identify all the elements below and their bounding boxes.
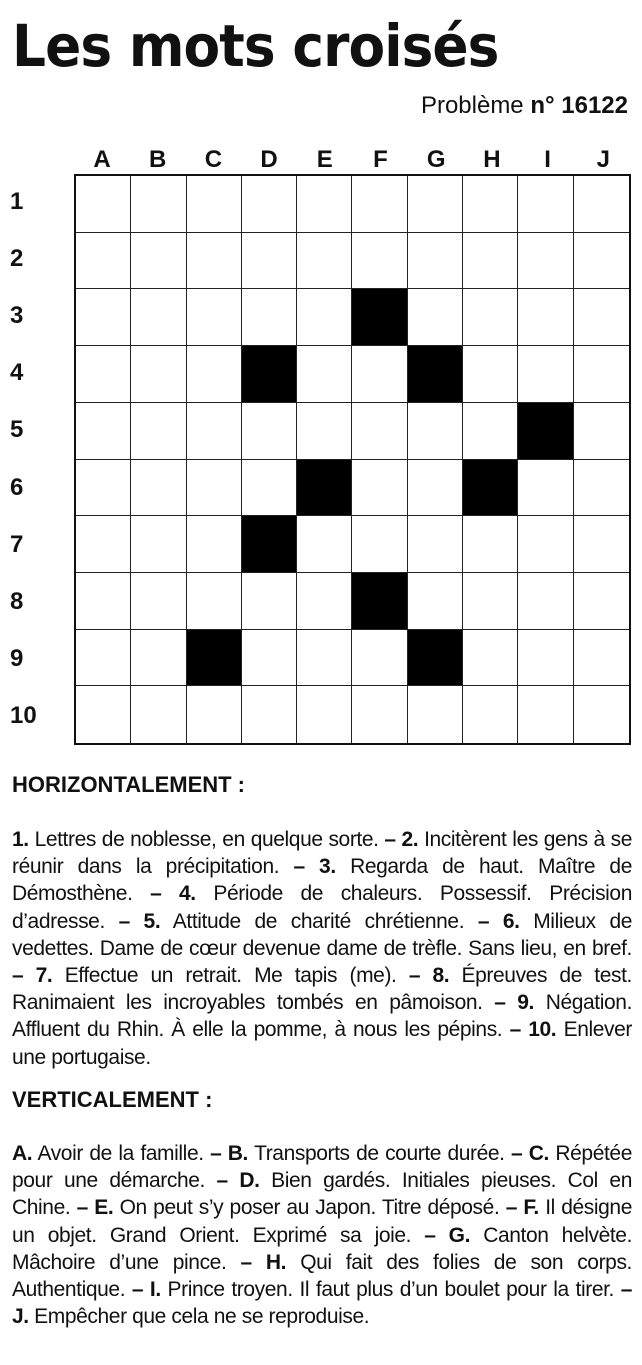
cell-j6[interactable] (574, 460, 629, 517)
cell-f6[interactable] (352, 460, 407, 517)
cell-d6[interactable] (242, 460, 297, 517)
cell-b1[interactable] (131, 176, 186, 233)
cell-f4[interactable] (352, 346, 407, 403)
cell-a6[interactable] (76, 460, 131, 517)
column-header-f: F (373, 146, 388, 173)
black-cell-f8 (352, 573, 407, 630)
cell-f2[interactable] (352, 233, 407, 290)
row-header-9: 9 (10, 644, 24, 672)
cell-c6[interactable] (187, 460, 242, 517)
cell-e7[interactable] (297, 516, 352, 573)
clue-separator: – (411, 1223, 449, 1247)
clue-text: Négation. Affluent du Rhin. À elle la pomme, à nous les pépins. (12, 991, 632, 1042)
clue-number: 6. (502, 909, 520, 933)
vertical-clues (12, 1140, 632, 1330)
row-header-2: 2 (10, 245, 24, 273)
cell-i3[interactable] (518, 289, 573, 346)
black-cell-d7 (242, 516, 297, 573)
clue-number: I. (149, 1278, 161, 1302)
cell-b8[interactable] (131, 573, 186, 630)
row-header-8: 8 (10, 587, 24, 615)
clue-number: C. (528, 1142, 549, 1165)
cell-j10[interactable] (574, 686, 629, 743)
clue-separator: – (70, 1196, 95, 1220)
cell-e5[interactable] (297, 403, 352, 460)
cell-f9[interactable] (352, 630, 407, 687)
cell-d1[interactable] (242, 176, 297, 233)
row-header-6: 6 (10, 473, 24, 501)
black-cell-i5 (518, 403, 573, 460)
cell-b7[interactable] (131, 516, 186, 573)
cell-h4[interactable] (463, 346, 518, 403)
cell-c3[interactable] (187, 289, 242, 346)
cell-f10[interactable] (352, 686, 407, 743)
clue-separator: – (396, 964, 433, 988)
cell-d3[interactable] (242, 289, 297, 346)
cell-c5[interactable] (187, 403, 242, 460)
row-header-1: 1 (10, 188, 24, 215)
clue-number: 7. (35, 964, 53, 988)
clue-number: F. (523, 1196, 539, 1220)
cell-g5[interactable] (408, 403, 463, 460)
cell-g1[interactable] (408, 176, 463, 233)
cell-e3[interactable] (297, 289, 352, 346)
clue-separator: – (499, 1196, 524, 1220)
cell-i1[interactable] (518, 176, 573, 233)
cell-h2[interactable] (463, 233, 518, 290)
cell-a9[interactable] (76, 630, 131, 687)
clue-separator: – (132, 882, 180, 906)
clue-text: Incitèrent les gens à se réunir dans la précipitation. (12, 828, 633, 879)
cell-g6[interactable] (408, 460, 463, 517)
column-header-g: G (426, 146, 446, 173)
problem-label: Problème (420, 92, 524, 119)
clue-separator: – (204, 1169, 240, 1193)
cell-c1[interactable] (187, 176, 242, 233)
cell-e8[interactable] (297, 573, 352, 630)
clue-number: B. (227, 1142, 248, 1165)
cell-j4[interactable] (574, 346, 629, 403)
cell-b3[interactable] (131, 289, 186, 346)
clue-text: Il désigne un objet. Grand Orient. Exprimé sa joie. (12, 1196, 632, 1247)
cell-h1[interactable] (463, 176, 518, 233)
cell-j2[interactable] (574, 233, 629, 290)
cell-d10[interactable] (242, 686, 297, 743)
clue-text: Qui fait des folies de son corps. Authentique. (12, 1250, 632, 1302)
page-title: Les mots croisés (12, 12, 499, 80)
cell-e9[interactable] (297, 630, 352, 687)
cell-b5[interactable] (131, 403, 186, 460)
cell-j7[interactable] (574, 516, 629, 573)
cell-a2[interactable] (76, 233, 131, 290)
column-header-b: B (149, 146, 167, 173)
cell-h3[interactable] (463, 289, 518, 346)
cell-i7[interactable] (518, 516, 573, 573)
clue-number: 9. (517, 991, 534, 1015)
row-header-5: 5 (10, 416, 24, 444)
clue-text: On peut s’y poser au Japon. Titre déposé. (119, 1196, 500, 1220)
horizontal-clues (12, 826, 632, 1071)
clue-number: A. (12, 1142, 33, 1165)
cell-d9[interactable] (242, 630, 297, 687)
cell-h7[interactable] (463, 516, 518, 573)
cell-e10[interactable] (297, 686, 352, 743)
clue-separator: – (279, 855, 320, 879)
cell-a5[interactable] (76, 403, 131, 460)
cell-f5[interactable] (352, 403, 407, 460)
column-header-h: H (483, 146, 501, 173)
column-header-e: E (316, 146, 333, 173)
cell-g10[interactable] (408, 686, 463, 743)
clue-separator: – (378, 828, 402, 851)
cell-a3[interactable] (76, 289, 131, 346)
column-header-i: I (544, 146, 551, 173)
cell-j3[interactable] (574, 289, 629, 346)
cell-d8[interactable] (242, 573, 297, 630)
clue-text: Période de chaleurs. Possessif. Précision d’adresse. (12, 882, 632, 933)
cell-b2[interactable] (131, 233, 186, 290)
cell-a8[interactable] (76, 573, 131, 630)
cell-g3[interactable] (408, 289, 463, 346)
cell-j1[interactable] (574, 176, 629, 233)
cell-h8[interactable] (463, 573, 518, 630)
cell-a7[interactable] (76, 516, 131, 573)
clue-text: Regarda de haut. Maître de Démosthène. (12, 855, 632, 906)
clue-separator: – (226, 1250, 266, 1274)
clue-separator: – (203, 1142, 228, 1165)
clue-number: 2. (401, 828, 419, 851)
cell-g2[interactable] (408, 233, 463, 290)
cell-d2[interactable] (242, 233, 297, 290)
clue-separator: – (502, 1018, 529, 1042)
crossword-grid[interactable] (74, 174, 631, 745)
cell-c4[interactable] (187, 346, 242, 403)
column-header-c: C (204, 146, 223, 173)
problem-number (421, 92, 628, 120)
cell-a1[interactable] (76, 176, 131, 233)
clue-separator: – (464, 909, 503, 933)
column-header-a: A (93, 146, 111, 173)
black-cell-d4 (242, 346, 297, 403)
cell-i2[interactable] (518, 233, 573, 290)
clue-text: Empêcher que cela ne se reproduise. (34, 1305, 370, 1329)
clue-separator: – (504, 1142, 529, 1165)
cell-i8[interactable] (518, 573, 573, 630)
clue-text: Bien gardés. Initiales pieuses. Col en Chine. (12, 1169, 632, 1220)
cell-e4[interactable] (297, 346, 352, 403)
cell-e1[interactable] (297, 176, 352, 233)
row-header-7: 7 (10, 530, 24, 558)
cell-c10[interactable] (187, 686, 242, 743)
clue-number: G. (448, 1223, 471, 1247)
clue-separator: – (482, 991, 518, 1015)
cell-g7[interactable] (408, 516, 463, 573)
cell-h9[interactable] (463, 630, 518, 687)
clue-text: Enlever une portugaise. (12, 1018, 632, 1069)
cell-i9[interactable] (518, 630, 573, 687)
clue-text: Répétée pour une démarche. (12, 1142, 632, 1193)
black-cell-g4 (408, 346, 463, 403)
clue-text: Milieux de vedettes. Dame de cœur devenue dame de trèfle. Sans lieu, en bref. (12, 909, 633, 960)
black-cell-c9 (187, 630, 242, 687)
cell-i4[interactable] (518, 346, 573, 403)
clue-text: Effectue un retrait. Me tapis (me). (64, 964, 397, 988)
cell-a10[interactable] (76, 686, 131, 743)
cell-h10[interactable] (463, 686, 518, 743)
clue-number: 1. (12, 828, 29, 851)
clue-number: D. (239, 1169, 260, 1193)
horizontal-heading: HORIZONTALEMENT : (12, 772, 246, 797)
clue-number: 8. (432, 964, 450, 988)
cell-j9[interactable] (574, 630, 629, 687)
row-header-3: 3 (10, 302, 24, 330)
cell-b6[interactable] (131, 460, 186, 517)
cell-j5[interactable] (574, 403, 629, 460)
problem-number-value: n° 16122 (530, 92, 628, 119)
cell-f1[interactable] (352, 176, 407, 233)
clue-number: 10. (528, 1018, 557, 1042)
row-header-10: 10 (10, 701, 37, 729)
clue-text: Lettres de noblesse, en quelque sorte. (34, 828, 379, 851)
black-cell-g9 (408, 630, 463, 687)
cell-g8[interactable] (408, 573, 463, 630)
clue-text: Avoir de la famille. (37, 1142, 204, 1165)
black-cell-h6 (463, 460, 518, 517)
cell-i10[interactable] (518, 686, 573, 743)
clue-separator: – (104, 909, 144, 933)
cell-c8[interactable] (187, 573, 242, 630)
cell-e2[interactable] (297, 233, 352, 290)
cell-h5[interactable] (463, 403, 518, 460)
cell-c7[interactable] (187, 516, 242, 573)
clue-number: H. (265, 1250, 287, 1274)
black-cell-f3 (352, 289, 407, 346)
clue-text: Transports de courte durée. (254, 1142, 505, 1165)
cell-a4[interactable] (76, 346, 131, 403)
clue-separator: – (613, 1278, 632, 1302)
cell-b9[interactable] (131, 630, 186, 687)
clue-text: Attitude de charité chrétienne. (172, 909, 465, 933)
clue-text: Canton helvète. Mâchoire d’une pince. (12, 1223, 633, 1274)
row-header-4: 4 (10, 359, 24, 387)
cell-b10[interactable] (131, 686, 186, 743)
clue-number: J. (12, 1305, 29, 1329)
cell-i6[interactable] (518, 460, 573, 517)
clue-text: Prince troyen. Il faut plus d’un boulet pour la tirer. (167, 1278, 614, 1302)
cell-f7[interactable] (352, 516, 407, 573)
cell-d5[interactable] (242, 403, 297, 460)
cell-c2[interactable] (187, 233, 242, 290)
vertical-heading: VERTICALEMENT : (12, 1087, 213, 1112)
cell-b4[interactable] (131, 346, 186, 403)
column-header-j: J (596, 146, 610, 173)
cell-j8[interactable] (574, 573, 629, 630)
column-header-d: D (260, 146, 278, 173)
clue-number: E. (94, 1196, 114, 1220)
clue-text: Épreuves de test. Ranimaient les incroyables tombés en pâmoison. (12, 964, 632, 1015)
clue-number: 3. (319, 855, 336, 879)
black-cell-e6 (297, 460, 352, 517)
clue-number: 4. (179, 882, 196, 906)
clue-number: 5. (143, 909, 161, 933)
clue-separator: – (12, 964, 36, 988)
clue-separator: – (125, 1278, 150, 1302)
